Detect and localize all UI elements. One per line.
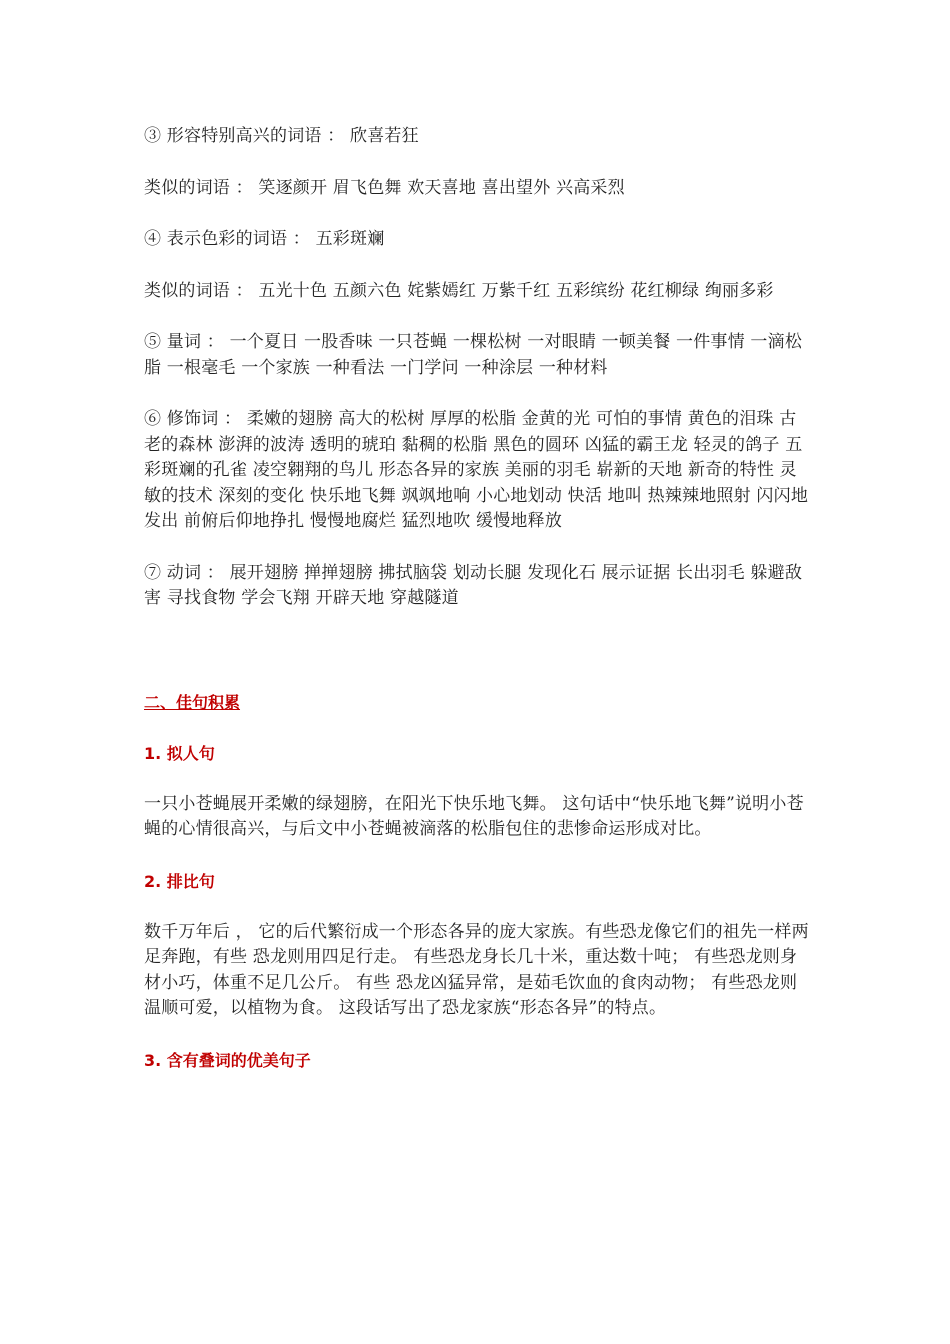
subheading-personification: 1. 拟人句 — [144, 743, 215, 763]
parallelism-text: 数千万年后 ， 它的后代繁衍成一个形态各异的庞大家族。有些恐龙像它们的祖先一样两足奔跑，有些 恐龙则用四足行走。 有些恐龙身长几十米，重达数十吨； 有些恐龙则身材小巧，体重不足几公斤。 有些 恐龙凶猛异常，是茹毛饮血的食肉动物； 有些恐龙则温顺可爱，以植物为食。 这段话写出了恐龙家族“形态各异”的特点。 — [144, 921, 809, 1018]
vocab-item-3: ③ 形容特别高兴的词语 ： 欣喜若狂 — [144, 126, 419, 146]
vocab-item-3-similar: 类似的词语 ： 笑逐颜开 眉飞色舞 欢天喜地 喜出望外 兴高采烈 — [144, 177, 625, 198]
vocab-item-4: ④ 表示色彩的词语 ： 五彩斑斓 — [144, 229, 385, 249]
subheading-reduplication: 3. 含有叠词的优美句子 — [144, 1050, 311, 1070]
vocab-item-7: ⑦ 动词 ： 展开翅膀 掸掸翅膀 拂拭脑袋 划动长腿 发现化石 展示证据 长出羽毛 躲避敌害 寻找食物 学会飞翔 开辟天地 穿越隧道 — [144, 562, 803, 608]
section-spacer — [144, 638, 809, 690]
vocab-item-5: ⑤ 量词 ： 一个夏日 一股香味 一只苍蝇 一棵松树 一对眼睛 一顿美餐 一件事情 一滴松脂 一根毫毛 一个家族 一种看法 一门学问 一种涂层 一种材料 — [144, 332, 803, 378]
section-heading: 二、佳句积累 — [144, 692, 241, 712]
document-page — [144, 124, 809, 1099]
vocab-item-6: ⑥ 修饰词 ： 柔嫩的翅膀 高大的松树 厚厚的松脂 金黄的光 可怕的事情 黄色的泪珠 古老的森林 澎湃的波涛 透明的琥珀 黏稠的松脂 黑色的圆环 凶猛的霸王龙 轻灵的鸽子 五彩斑斓的孔雀 凌空翱翔的鸟儿 形态各异的家族 美丽的羽毛 崭新的天地 新奇的特性 灵敏的技术 深刻的变化 快乐地飞舞 飒飒地响 小心地划动 快活 地叫 热辣辣地照射 闪闪地发出 前俯后仰地挣扎 慢慢地腐烂 猛烈地吹 缓慢地释放 — [144, 409, 809, 531]
personification-text: 一只小苍蝇展开柔嫩的绿翅膀，在阳光下快乐地飞舞。 这句话中“快乐地飞舞”说明小苍蝇的心情很高兴，与后文中小苍蝇被滴落的松脂包住的悲惨命运形成对比。 — [144, 793, 804, 839]
vocab-item-4-similar: 类似的词语 ： 五光十色 五颜六色 姹紫嫣红 万紫千红 五彩缤纷 花红柳绿 绚丽多彩 — [144, 280, 774, 301]
subheading-parallelism: 2. 排比句 — [144, 871, 215, 891]
